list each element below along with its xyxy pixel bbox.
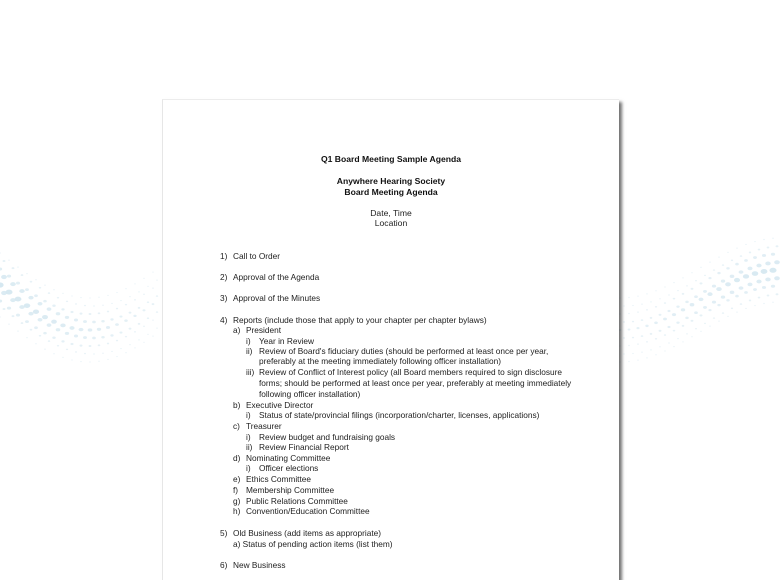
report-nominating-committee: Nominating Committee: [246, 453, 331, 463]
sub-item-letter: e): [233, 474, 241, 484]
president-conflict-policy-line: Review of Conflict of Interest policy (all Board members required to sign disclosure: [259, 367, 562, 377]
agenda-item-number: 1): [220, 251, 228, 261]
agenda-document-page: [162, 99, 619, 580]
agenda-item-number: 5): [220, 528, 228, 538]
president-year-in-review: Year in Review: [259, 336, 315, 346]
agenda-item-approval-minutes: Approval of the Minutes: [233, 293, 321, 303]
sub-sub-item-numeral: i): [246, 410, 251, 420]
sub-item-letter: c): [233, 421, 240, 431]
agenda-item-approval-agenda: Approval of the Agenda: [233, 272, 320, 282]
sub-item-letter: f): [233, 485, 239, 495]
president-conflict-policy-line: following officer installation): [259, 389, 361, 399]
meeting-date-time: Date, Time: [370, 208, 412, 218]
agenda-item-reports: Reports (include those that apply to your chapter per chapter bylaws): [233, 315, 487, 325]
agenda-item-number: 6): [220, 560, 228, 570]
sub-item-letter: h): [233, 506, 241, 516]
report-convention-education-committee: Convention/Education Committee: [246, 506, 370, 516]
agenda-item-number: 3): [220, 293, 228, 303]
president-fiduciary-review-line: Review of Board's fiduciary duties (should be performed at least once per year,: [259, 346, 549, 356]
organization-name: Anywhere Hearing Society: [336, 176, 446, 186]
sub-sub-item-numeral: ii): [246, 346, 253, 356]
executive-director-filings: Status of state/provincial filings (incorporation/charter, licenses, applications): [259, 410, 540, 420]
document-title: Q1 Board Meeting Sample Agenda: [320, 154, 462, 164]
report-executive-director: Executive Director: [246, 400, 314, 410]
nominating-officer-elections: Officer elections: [259, 463, 319, 473]
report-public-relations-committee: Public Relations Committee: [246, 496, 348, 506]
sub-sub-item-numeral: ii): [246, 442, 253, 452]
agenda-item-number: 4): [220, 315, 228, 325]
sub-sub-item-numeral: i): [246, 336, 251, 346]
sub-item-letter: a): [233, 325, 241, 335]
report-president: President: [246, 325, 282, 335]
sub-item-letter: b): [233, 400, 241, 410]
report-membership-committee: Membership Committee: [246, 485, 335, 495]
agenda-item-old-business: Old Business (add items as appropriate): [233, 528, 382, 538]
treasurer-financial-report: Review Financial Report: [259, 442, 349, 452]
agenda-item-call-to-order: Call to Order: [233, 251, 281, 261]
sub-sub-item-numeral: i): [246, 432, 251, 442]
president-conflict-policy-line: forms; should be performed at least once per year, preferably at meeting immediately: [259, 378, 572, 388]
agenda-heading: Board Meeting Agenda: [344, 187, 438, 197]
report-ethics-committee: Ethics Committee: [246, 474, 312, 484]
president-fiduciary-review-line: preferably at the meeting immediately following officer installation): [259, 356, 501, 366]
old-business-pending-items: a) Status of pending action items (list them): [233, 539, 393, 549]
report-treasurer: Treasurer: [246, 421, 282, 431]
meeting-location: Location: [374, 218, 408, 228]
sub-sub-item-numeral: i): [246, 463, 251, 473]
treasurer-budget-review: Review budget and fundraising goals: [259, 432, 396, 442]
sub-sub-item-numeral: iii): [246, 367, 255, 377]
agenda-item-number: 2): [220, 272, 228, 282]
agenda-item-new-business: New Business: [233, 560, 286, 570]
sub-item-letter: d): [233, 453, 241, 463]
sub-item-letter: g): [233, 496, 241, 506]
